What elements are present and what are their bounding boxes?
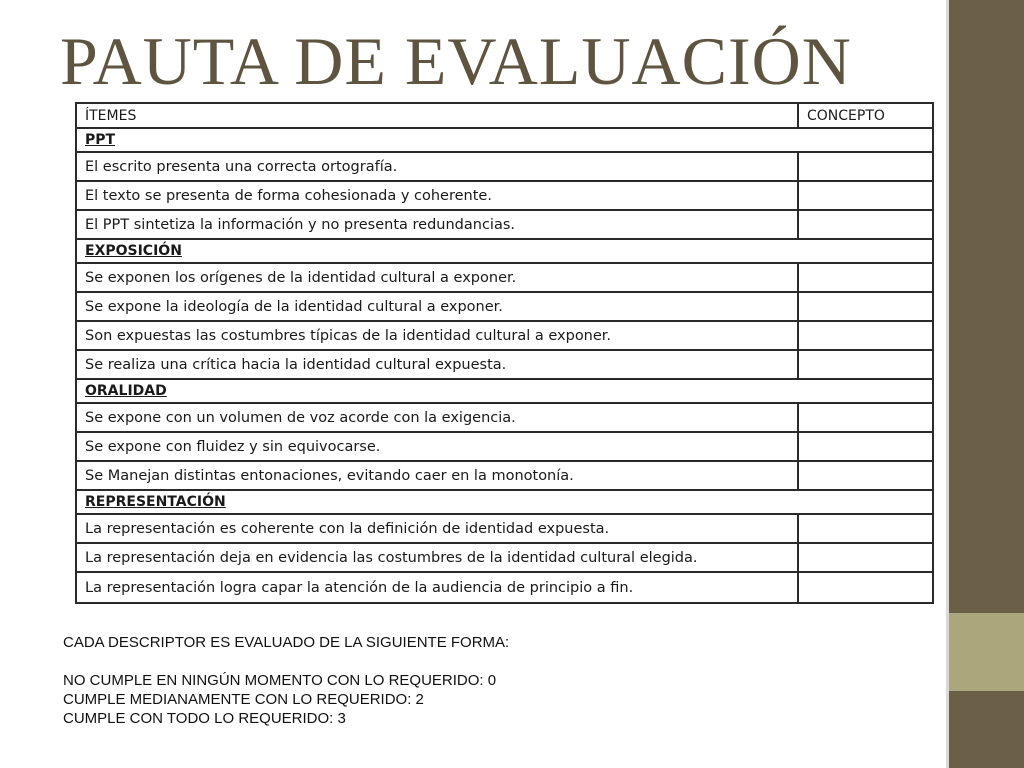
item-text: Se Manejan distintas entonaciones, evitando caer en la monotonía. — [76, 461, 798, 490]
table-row — [76, 514, 933, 543]
concept-cell[interactable] — [798, 461, 933, 490]
item-text: La representación deja en evidencia las costumbres de la identidad cultural elegida. — [76, 543, 798, 572]
concept-cell[interactable] — [798, 514, 933, 543]
item-text: El escrito presenta una correcta ortografía. — [76, 152, 798, 181]
page-title: PAUTA DE EVALUACIÓN — [60, 23, 852, 99]
concept-cell[interactable] — [798, 181, 933, 210]
concept-cell[interactable] — [798, 403, 933, 432]
table-row — [76, 152, 933, 181]
item-text: Se expone con un volumen de voz acorde con la exigencia. — [76, 403, 798, 432]
legend-score-3: CUMPLE CON TODO LO REQUERIDO: 3 — [63, 710, 346, 727]
concept-cell[interactable] — [798, 210, 933, 239]
sidebar-band-accent — [949, 613, 1024, 691]
section-title: ORALIDAD — [76, 379, 933, 403]
section-title: REPRESENTACIÓN — [76, 490, 933, 514]
item-text: Son expuestas las costumbres típicas de la identidad cultural a exponer. — [76, 321, 798, 350]
table-row — [76, 461, 933, 490]
legend-score-0: NO CUMPLE EN NINGÚN MOMENTO CON LO REQUERIDO: 0 — [63, 672, 497, 689]
item-text: El texto se presenta de forma cohesionada y coherente. — [76, 181, 798, 210]
concept-cell[interactable] — [798, 152, 933, 181]
item-text: La representación logra capar la atención de la audiencia de principio a fin. — [76, 572, 798, 603]
concept-cell[interactable] — [798, 292, 933, 321]
evaluation-table — [75, 102, 934, 604]
table-header-row — [76, 103, 933, 128]
section-title: EXPOSICIÓN — [76, 239, 933, 263]
table-row — [76, 572, 933, 603]
header-items: ÍTEMES — [76, 103, 798, 128]
table-row — [76, 292, 933, 321]
concept-cell[interactable] — [798, 543, 933, 572]
item-text: Se exponen los orígenes de la identidad cultural a exponer. — [76, 263, 798, 292]
header-concept: CONCEPTO — [798, 103, 933, 128]
sidebar-band-bottom — [949, 691, 1024, 768]
item-text: La representación es coherente con la definición de identidad expuesta. — [76, 514, 798, 543]
concept-cell[interactable] — [798, 572, 933, 603]
concept-cell[interactable] — [798, 263, 933, 292]
concept-cell[interactable] — [798, 432, 933, 461]
legend-spacer — [63, 652, 509, 671]
legend-score-2: CUMPLE MEDIANAMENTE CON LO REQUERIDO: 2 — [63, 691, 424, 708]
concept-cell[interactable] — [798, 350, 933, 379]
scoring-legend — [63, 633, 509, 728]
section-row-exposicion — [76, 239, 933, 263]
table-row — [76, 181, 933, 210]
item-text: Se expone la ideología de la identidad cultural a exponer. — [76, 292, 798, 321]
table-row — [76, 321, 933, 350]
item-text: Se expone con fluidez y sin equivocarse. — [76, 432, 798, 461]
table-row — [76, 403, 933, 432]
section-row-oralidad — [76, 379, 933, 403]
section-title: PPT — [76, 128, 933, 152]
table-row — [76, 432, 933, 461]
table-row — [76, 210, 933, 239]
table-row — [76, 263, 933, 292]
table-row — [76, 543, 933, 572]
item-text: Se realiza una crítica hacia la identidad cultural expuesta. — [76, 350, 798, 379]
sidebar-band-top — [949, 0, 1024, 613]
legend-intro: CADA DESCRIPTOR ES EVALUADO DE LA SIGUIENTE FORMA: — [63, 634, 510, 651]
section-row-representacion — [76, 490, 933, 514]
section-row-ppt — [76, 128, 933, 152]
table-row — [76, 350, 933, 379]
concept-cell[interactable] — [798, 321, 933, 350]
item-text: El PPT sintetiza la información y no presenta redundancias. — [76, 210, 798, 239]
